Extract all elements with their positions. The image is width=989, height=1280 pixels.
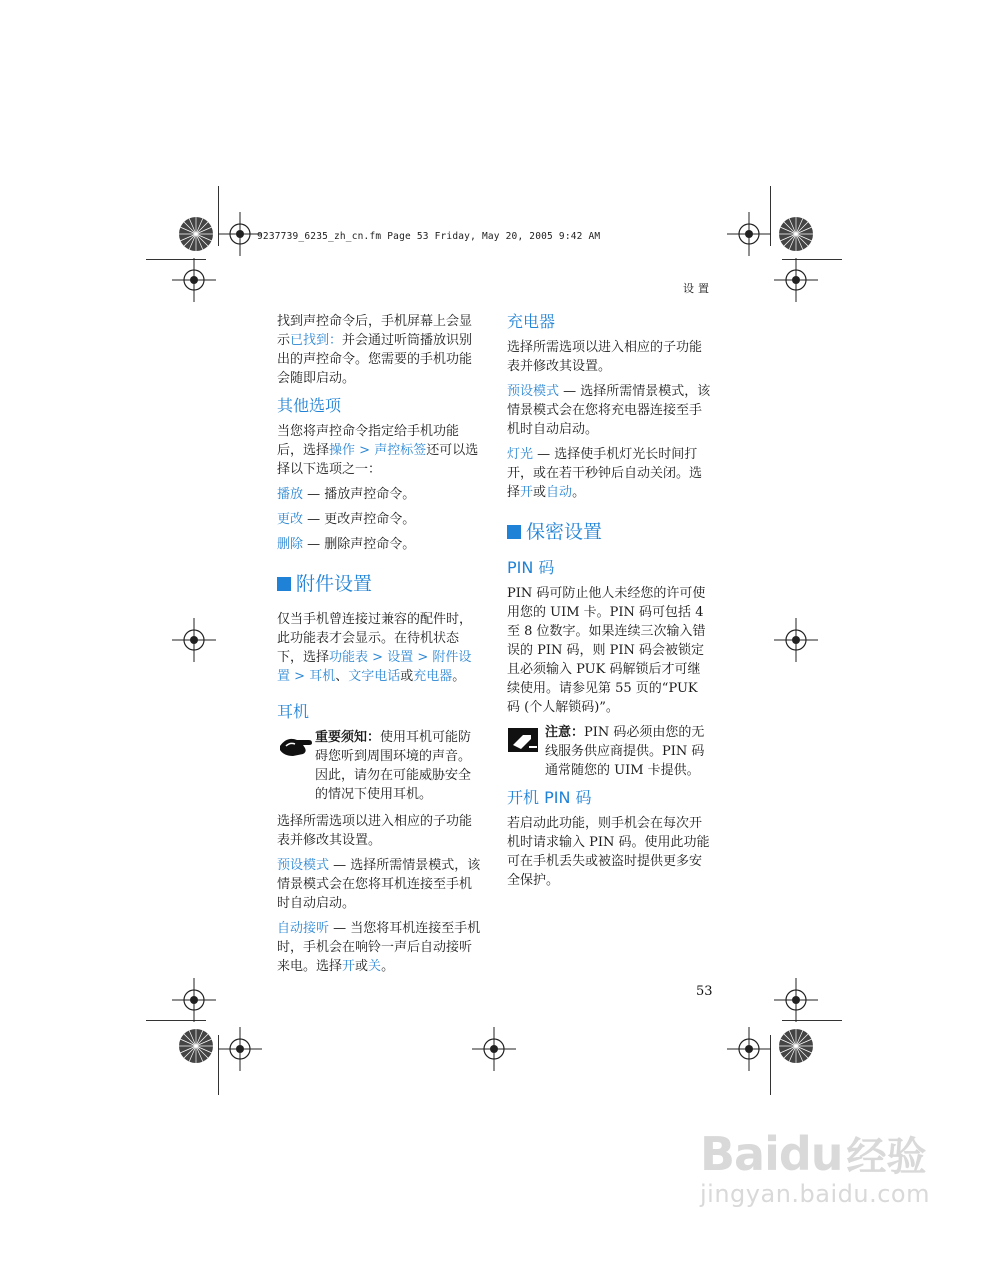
registration-star-icon xyxy=(778,216,814,252)
running-head: 设置 xyxy=(683,282,713,295)
section-marker xyxy=(277,577,291,591)
list-item: 预设模式 — 选择所需情景模式，该情景模式会在您将耳机连接至手机时自动启动。 xyxy=(277,858,481,911)
registration-star-icon xyxy=(778,1028,814,1064)
registration-star-icon xyxy=(178,1028,214,1064)
list-item: 删除 — 删除声控命令。 xyxy=(277,537,416,552)
crosshair-icon xyxy=(172,978,216,1022)
note-icon xyxy=(507,727,545,757)
crosshair-icon xyxy=(727,212,771,256)
intro-paragraph: 找到声控命令后，手机屏幕上会显示已找到：并会通过听筒播放识别出的声控命令。您需要的手机功能会随即启动。 xyxy=(277,314,473,386)
crosshair-icon xyxy=(172,618,216,662)
other-options-paragraph: 当您将声控命令指定给手机功能后，选择操作 > 声控标签还可以选择以下选项之一： xyxy=(277,424,479,477)
section-title-charger: 充电器 xyxy=(507,312,556,331)
link-found: 已找到： xyxy=(290,333,343,348)
crosshair-icon xyxy=(774,618,818,662)
accessory-paragraph: 仅当手机曾连接过兼容的配件时，此功能表才会显示。在待机状态下，选择功能表 > 设置 > 附件设置 > 耳机、文字电话或充电器。 xyxy=(277,612,473,684)
crosshair-icon xyxy=(218,212,262,256)
pin-note: 注意：PIN 码必须由您的无线服务供应商提供。PIN 码通常随您的 UIM 卡提供。 xyxy=(507,723,713,780)
crosshair-icon xyxy=(774,258,818,302)
power-pin-paragraph: 若启动此功能，则手机会在每次开机时请求输入 PIN 码。使用此功能可在手机丢失或被盗时提供更多安全保护。 xyxy=(507,816,710,888)
section-title-security: 保密设置 xyxy=(507,520,713,544)
page-number: 53 xyxy=(696,984,713,999)
list-item: 播放 — 播放声控命令。 xyxy=(277,487,416,502)
section-title-other-options: 其他选项 xyxy=(277,396,342,415)
file-header: 9237739_6235_zh_cn.fm Page 53 Friday, May 20, 2005 9:42 AM xyxy=(257,231,601,242)
crosshair-icon xyxy=(172,258,216,302)
right-column xyxy=(507,312,713,896)
charger-paragraph: 选择所需选项以进入相应的子功能表并修改其设置。 xyxy=(507,340,703,374)
crosshair-icon xyxy=(774,978,818,1022)
crosshair-icon xyxy=(727,1027,771,1071)
registration-star-icon xyxy=(178,216,214,252)
left-column xyxy=(277,312,483,982)
important-note: 重要须知：使用耳机可能防碍您听到周围环境的声音。因此，请勿在可能威胁安全的情况下使用耳机。 xyxy=(277,728,483,804)
section-title-pin: PIN 码 xyxy=(507,558,555,577)
watermark-brand: Baidu xyxy=(700,1127,843,1181)
section-title-headset: 耳机 xyxy=(277,702,310,721)
pin-paragraph: PIN 码可防止他人未经您的许可使用您的 UIM 卡。PIN 码可包括 4 至 8 位数字。如果连续三次输入错误的 PIN 码，则 PIN 码会被锁定且必须输入 PUK 码解锁后才可继续使用。请参见第 55 页的“PUK 码 (个人解锁码)”。 xyxy=(507,586,706,715)
headset-paragraph: 选择所需选项以进入相应的子功能表并修改其设置。 xyxy=(277,814,473,848)
crosshair-icon xyxy=(472,1027,516,1071)
list-item: 灯光 — 选择使手机灯光长时间打开，或在若干秒钟后自动关闭。选择开或自动。 xyxy=(507,447,703,500)
crosshair-icon xyxy=(218,1027,262,1071)
list-item: 预设模式 — 选择所需情景模式，该情景模式会在您将充电器连接至手机时自动启动。 xyxy=(507,384,711,437)
section-title-power-pin: 开机 PIN 码 xyxy=(507,788,592,807)
list-item: 更改 — 更改声控命令。 xyxy=(277,512,416,527)
section-title-accessory-settings: 附件设置 xyxy=(277,572,483,596)
baidu-watermark xyxy=(700,1125,930,1208)
watermark-brand2: 经验 xyxy=(846,1134,927,1180)
watermark-url: jingyan.baidu.com xyxy=(700,1180,930,1208)
warning-hand-icon xyxy=(277,732,315,762)
list-item: 自动接听 — 当您将耳机连接至手机时，手机会在响铃一声后自动接听来电。选择开或关。 xyxy=(277,921,481,974)
section-marker xyxy=(507,525,521,539)
